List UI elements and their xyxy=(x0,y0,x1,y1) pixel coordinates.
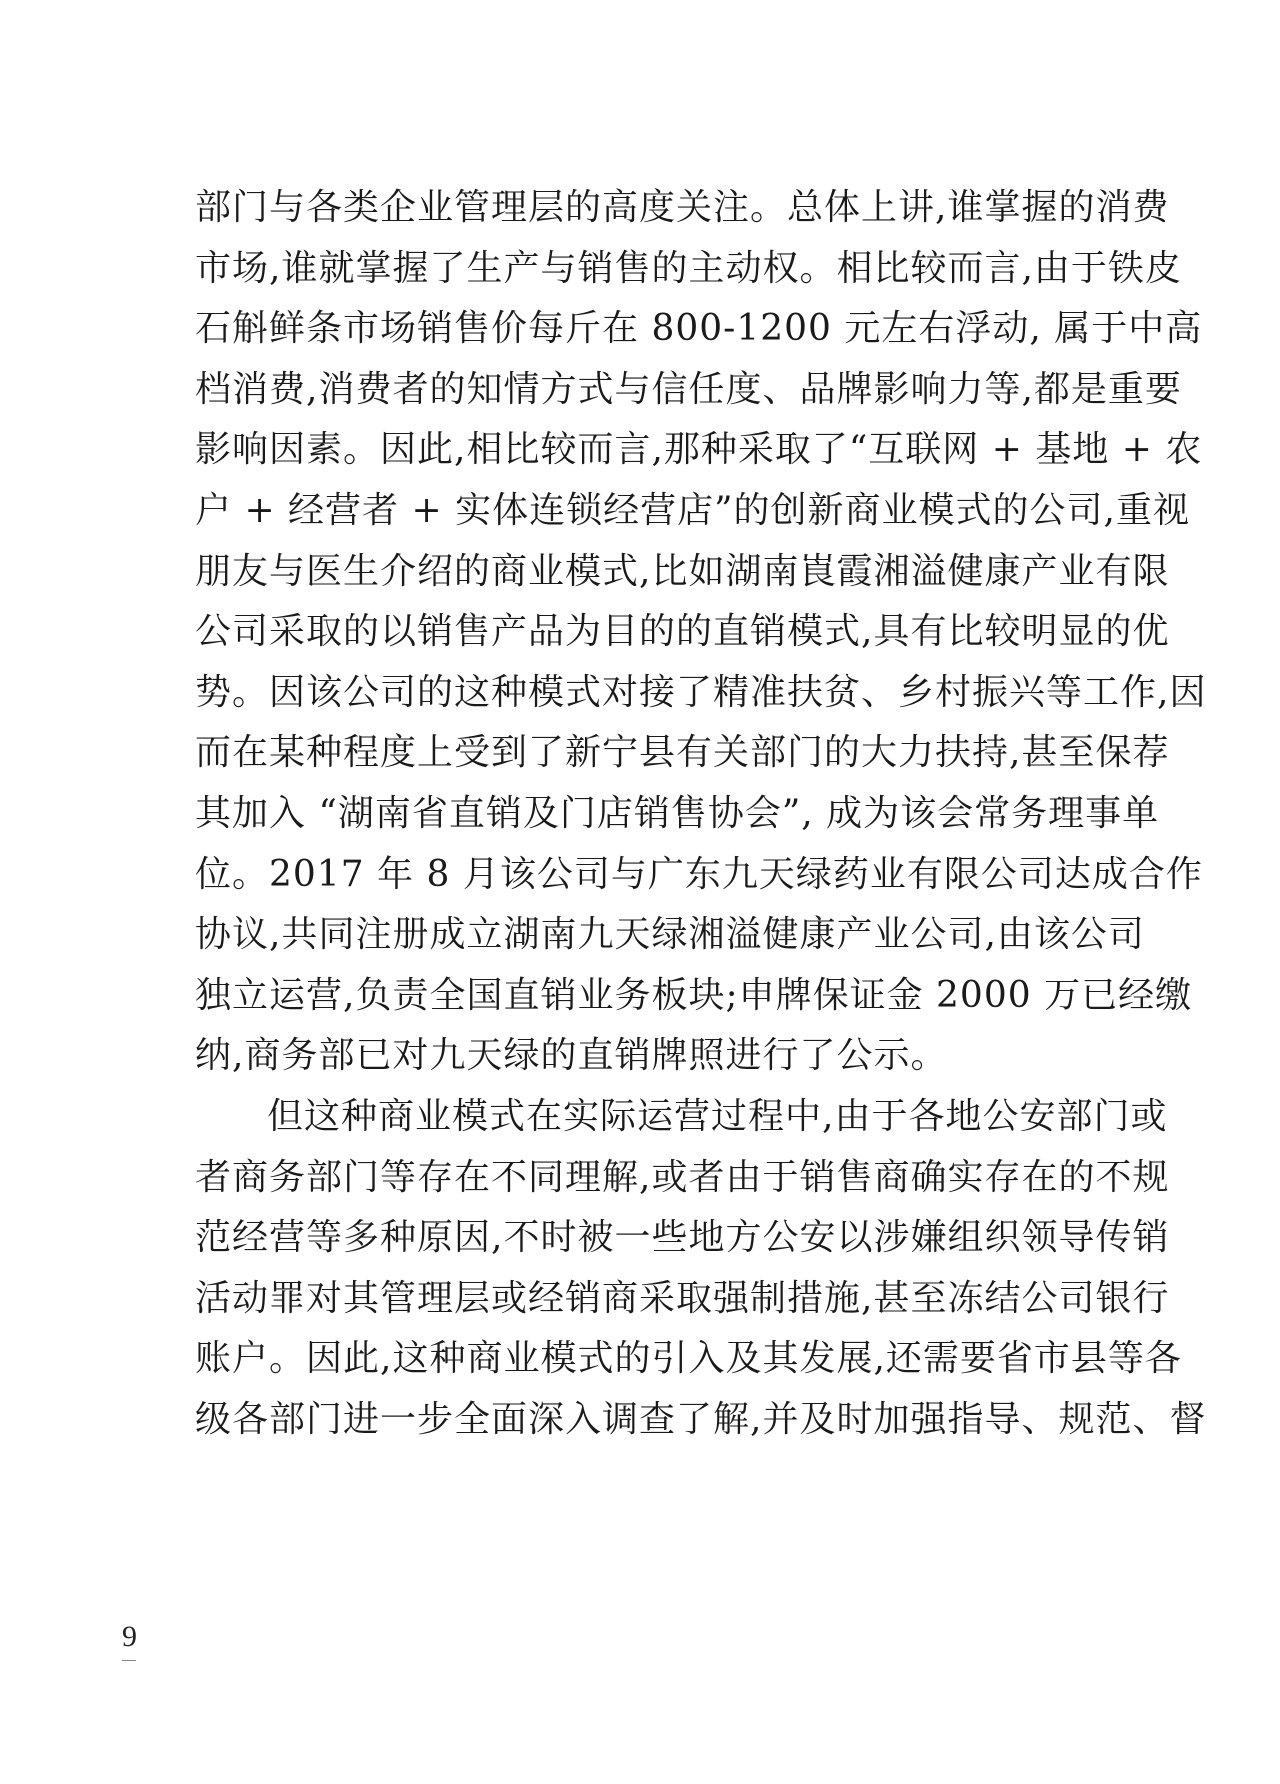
text-line: 活动罪对其管理层或经销商采取强制措施,甚至冻结公司银行 xyxy=(195,1277,1170,1319)
text-line: 级各部门进一步全面深入调查了解,并及时加强指导、规范、督 xyxy=(195,1398,1207,1440)
text-line: 档消费,消费者的知情方式与信任度、品牌影响力等,都是重要 xyxy=(195,368,1182,410)
text-line: 户 + 经营者 + 实体连锁经营店”的创新商业模式的公司,重视 xyxy=(195,489,1190,531)
paragraph-1 xyxy=(195,178,1207,1087)
text-line: 石斛鲜条市场销售价每斤在 800-1200 元左右浮动, 属于中高 xyxy=(195,308,1203,350)
page-number: 9 xyxy=(122,1620,137,1653)
text-line: 而在某种程度上受到了新宁县有关部门的大力扶持,甚至保荐 xyxy=(195,732,1170,774)
text-line: 部门与各类企业管理层的高度关注。总体上讲,谁掌握的消费 xyxy=(195,187,1170,228)
text-line: 影响因素。因此,相比较而言,那种采取了“互联网 + 基地 + 农 xyxy=(195,429,1203,471)
body-text xyxy=(195,178,1207,1450)
text-line: 范经营等多种原因,不时被一些地方公安以涉嫌组织领导传销 xyxy=(195,1217,1170,1259)
text-line: 位。2017 年 8 月该公司与广东九天绿药业有限公司达成合作 xyxy=(195,853,1203,895)
text-line: 但这种商业模式在实际运营过程中,由于各地公安部门或 xyxy=(267,1095,1168,1137)
text-line: 市场,谁就掌握了生产与销售的主动权。相比较而言,由于铁皮 xyxy=(195,247,1182,289)
text-line: 账户。因此,这种商业模式的引入及其发展,还需要省市县等各 xyxy=(195,1338,1182,1380)
text-line: 势。因该公司的这种模式对接了精准扶贫、乡村振兴等工作,因 xyxy=(195,671,1207,713)
text-line: 协议,共同注册成立湖南九天绿湘溢健康产业公司,由该公司 xyxy=(195,914,1145,956)
text-line: 者商务部门等存在不同理解,或者由于销售商确实存在的不规 xyxy=(195,1156,1170,1198)
text-line: 公司采取的以销售产品为目的的直销模式,具有比较明显的优 xyxy=(195,611,1170,653)
text-line: 独立运营,负责全国直销业务板块;申牌保证金 2000 万已经缴 xyxy=(195,974,1193,1016)
paragraph-2 xyxy=(195,1087,1207,1451)
page-number-underline xyxy=(122,1660,136,1661)
text-line: 朋友与医生介绍的商业模式,比如湖南崀霞湘溢健康产业有限 xyxy=(195,550,1170,592)
text-line: 纳,商务部已对九天绿的直销牌照进行了公示。 xyxy=(195,1035,948,1077)
text-line: 其加入 “湖南省直销及门店销售协会”, 成为该会常务理事单 xyxy=(195,792,1160,834)
